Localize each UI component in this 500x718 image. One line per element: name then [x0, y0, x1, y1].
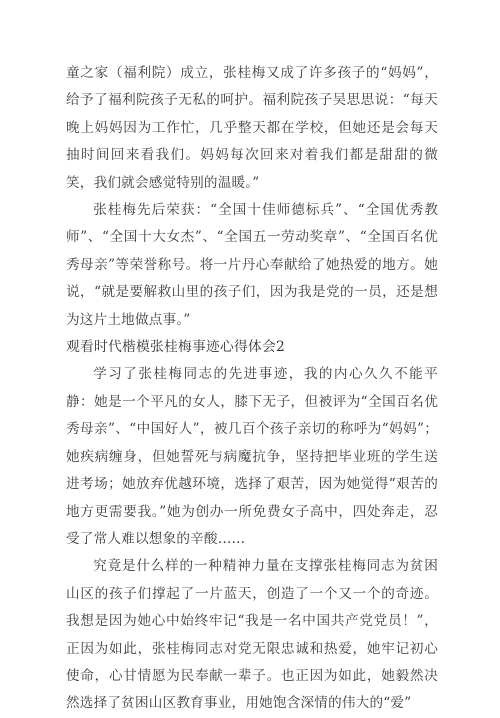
paragraph-spirit: 究竟是什么样的一种精神力量在支撑张桂梅同志为贫困山区的孩子们撑起了一片蓝天，创造了一个又一个的奇迹。我想是因为她心中始终牢记“我是一名中国共产党党员！”，正因为如此，张桂梅同志对党无限忠诚和热爱，她牢记初心使命，心甘情愿为民奉献一辈子。也正因为如此，她毅然决然选择了贫困山区教育事业，用她饱含深情的伟大的“爱” [66, 558, 438, 712]
paragraph-welfare-home: 童之家（福利院）成立，张桂梅又成了许多孩子的“妈妈”，给予了福利院孩子无私的呵护。福利院孩子吴思思说：“每天晚上妈妈因为工作忙，几乎整天都在学校，但她还是会每天抽时间回来看我们。妈妈每次回来对着我们都是甜甜的微笑，我们就会感觉特别的温暖。” [66, 65, 438, 191]
section-heading: 观看时代楷模张桂梅事迹心得体会2 [66, 339, 285, 356]
document-body [66, 60, 438, 718]
paragraph-honors: 张桂梅先后荣获：“全国十佳师德标兵”、“全国优秀教师”、“全国十大女杰”、“全国五一劳动奖章”、“全国百名优秀母亲”等荣誉称号。将一片丹心奉献给了她热爱的地方。她说，“就是要解救山里的孩子们，因为我是党的一员，还是想为这片土地做点事。” [66, 202, 438, 328]
paragraph-learning: 学习了张桂梅同志的先进事迹，我的内心久久不能平静：她是一个平凡的女人，膝下无子，但被评为“全国百名优秀母亲”、“中国好人”，被几百个孩子亲切的称呼为“妈妈”；她疾病缠身，但她誓死与病魔抗争，坚持把毕业班的学生送进考场；她放弃优越环境，选择了艰苦，因为她觉得“艰苦的地方更需要我。”她为创办一所免费女子高中，四处奔走，忍受了常人难以想象的辛酸…… [66, 366, 438, 547]
